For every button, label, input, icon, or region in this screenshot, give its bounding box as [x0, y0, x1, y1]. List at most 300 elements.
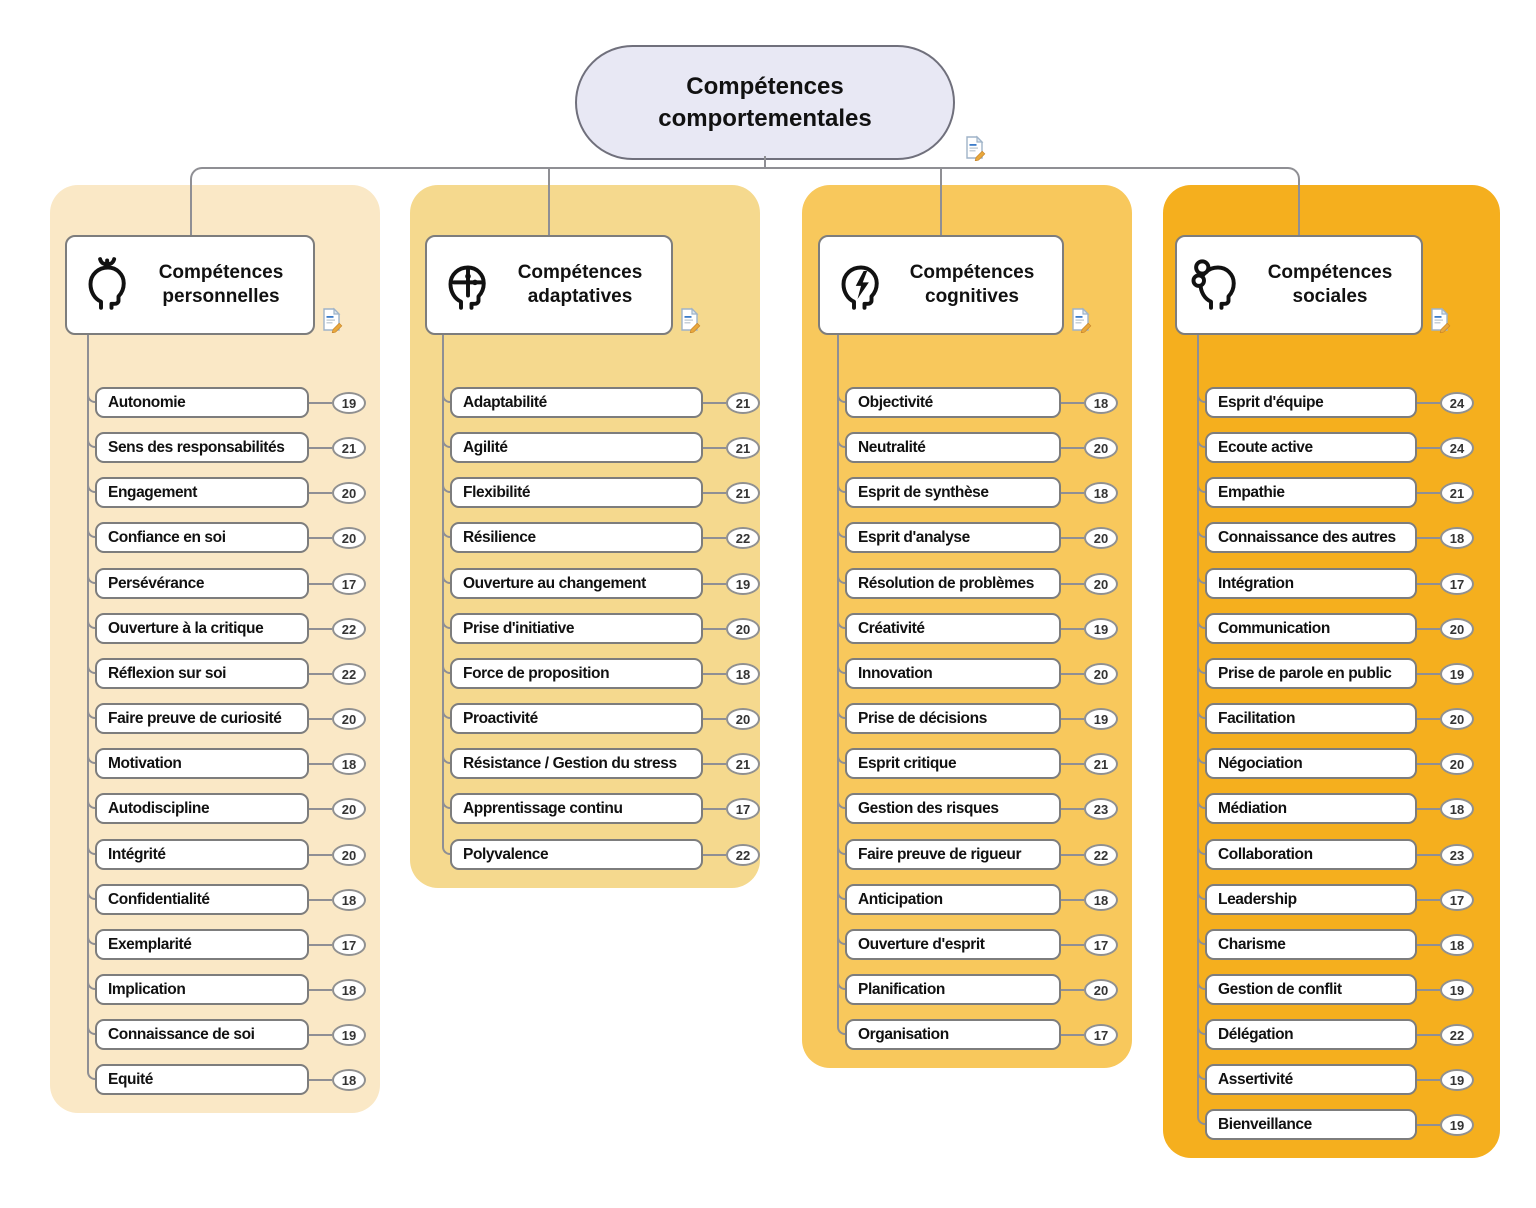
head-sprout-icon — [79, 256, 137, 314]
score-badge[interactable] — [1440, 663, 1474, 685]
score-badge[interactable] — [1084, 844, 1118, 866]
skill-item-label: Agilité — [463, 438, 508, 456]
skill-item-label: Force de proposition — [463, 664, 610, 682]
badge-connector — [1417, 1124, 1440, 1126]
group-header-comp-tences-personnelles[interactable] — [65, 235, 315, 335]
score-badge-value: 20 — [341, 530, 357, 546]
score-badge-value: 22 — [735, 530, 751, 546]
badge-connector — [1061, 447, 1084, 449]
score-badge-value: 19 — [1449, 1117, 1465, 1133]
skill-item-label: Résolution de problèmes — [858, 574, 1034, 592]
skill-item[interactable] — [845, 387, 1061, 418]
score-badge-value: 20 — [1093, 530, 1109, 546]
root-node[interactable] — [575, 45, 955, 160]
score-badge[interactable] — [332, 618, 366, 640]
badge-connector — [703, 628, 726, 630]
score-badge[interactable] — [726, 392, 760, 414]
skill-item-label: Proactivité — [463, 709, 538, 727]
badge-connector — [309, 989, 332, 991]
skill-item[interactable] — [1205, 1019, 1417, 1050]
skill-item-label: Ouverture à la critique — [108, 619, 264, 637]
badge-connector — [703, 537, 726, 539]
connector-drop-adaptatives — [548, 167, 550, 235]
badge-connector — [309, 673, 332, 675]
score-badge[interactable] — [1084, 979, 1118, 1001]
skill-item[interactable] — [95, 568, 309, 599]
skill-item[interactable] — [845, 432, 1061, 463]
skill-item[interactable] — [1205, 1109, 1417, 1140]
score-badge-value: 18 — [1093, 485, 1109, 501]
badge-connector — [309, 583, 332, 585]
score-badge[interactable] — [1440, 798, 1474, 820]
skill-item[interactable] — [95, 974, 309, 1005]
skill-item[interactable] — [95, 1019, 309, 1050]
score-badge[interactable] — [1084, 1024, 1118, 1046]
score-badge-value: 17 — [341, 576, 357, 592]
badge-connector — [1417, 899, 1440, 901]
score-badge-value: 17 — [1449, 892, 1465, 908]
skill-item[interactable] — [95, 522, 309, 553]
score-badge[interactable] — [1440, 708, 1474, 730]
score-badge-value: 19 — [1093, 621, 1109, 637]
skill-item-label: Faire preuve de rigueur — [858, 845, 1022, 863]
group-title: Compétences sociales — [1267, 262, 1393, 307]
badge-connector — [309, 718, 332, 720]
badge-connector — [703, 492, 726, 494]
badge-connector — [1417, 808, 1440, 810]
skill-item[interactable] — [1205, 929, 1417, 960]
root-node-label: Compétences comportementales — [658, 73, 872, 132]
score-badge-value: 20 — [1093, 666, 1109, 682]
badge-connector — [309, 1034, 332, 1036]
score-badge[interactable] — [1084, 663, 1118, 685]
score-badge[interactable] — [1084, 437, 1118, 459]
skill-item[interactable] — [95, 793, 309, 824]
skill-item-label: Esprit d'analyse — [858, 528, 970, 546]
note-icon[interactable] — [963, 135, 987, 161]
skill-item-label: Implication — [108, 980, 186, 998]
score-badge[interactable] — [332, 708, 366, 730]
score-badge[interactable] — [1084, 708, 1118, 730]
score-badge[interactable] — [1084, 618, 1118, 640]
skill-item-label: Délégation — [1218, 1025, 1294, 1043]
skill-item[interactable] — [1205, 387, 1417, 418]
badge-connector — [703, 583, 726, 585]
badge-connector — [703, 673, 726, 675]
skill-item[interactable] — [845, 884, 1061, 915]
skill-item-label: Adaptabilité — [463, 393, 547, 411]
group-title: Compétences cognitives — [909, 262, 1035, 307]
score-badge-value: 19 — [735, 576, 751, 592]
badge-connector — [309, 1079, 332, 1081]
skill-item-label: Planification — [858, 980, 945, 998]
score-badge-value: 24 — [1449, 440, 1465, 456]
note-icon[interactable] — [1428, 307, 1452, 333]
skill-item[interactable] — [845, 568, 1061, 599]
score-badge-value: 22 — [341, 621, 357, 637]
skill-item-label: Charisme — [1218, 935, 1286, 953]
score-badge[interactable] — [1440, 573, 1474, 595]
note-icon[interactable] — [678, 307, 702, 333]
skill-item-label: Innovation — [858, 664, 933, 682]
score-badge[interactable] — [1440, 844, 1474, 866]
skill-item-label: Autonomie — [108, 393, 186, 411]
score-badge-value: 20 — [341, 801, 357, 817]
score-badge-value: 22 — [735, 847, 751, 863]
skill-item-label: Intégrité — [108, 845, 166, 863]
skill-item[interactable] — [1205, 658, 1417, 689]
score-badge-value: 18 — [341, 756, 357, 772]
skill-item-label: Polyvalence — [463, 845, 549, 863]
score-badge-value: 21 — [1093, 756, 1109, 772]
skill-item[interactable] — [95, 703, 309, 734]
score-badge-value: 19 — [341, 395, 357, 411]
connector-root-stub — [764, 156, 766, 168]
badge-connector — [1061, 492, 1084, 494]
skill-item-label: Prise de décisions — [858, 709, 987, 727]
score-badge[interactable] — [1084, 573, 1118, 595]
skill-item[interactable] — [1205, 613, 1417, 644]
skill-item-label: Gestion de conflit — [1218, 980, 1342, 998]
score-badge-value: 21 — [341, 440, 357, 456]
score-badge[interactable] — [726, 573, 760, 595]
score-badge[interactable] — [1084, 934, 1118, 956]
score-badge-value: 21 — [735, 440, 751, 456]
skill-item-label: Flexibilité — [463, 483, 531, 501]
score-badge[interactable] — [726, 618, 760, 640]
skill-item-label: Organisation — [858, 1025, 949, 1043]
score-badge-value: 17 — [1449, 576, 1465, 592]
score-badge[interactable] — [332, 844, 366, 866]
skill-item-label: Autodiscipline — [108, 799, 210, 817]
skill-item-label: Prise d'initiative — [463, 619, 575, 637]
skill-item[interactable] — [450, 839, 703, 870]
badge-connector — [1061, 402, 1084, 404]
score-badge-value: 20 — [1093, 576, 1109, 592]
skill-item[interactable] — [450, 658, 703, 689]
badge-connector — [309, 854, 332, 856]
badge-connector — [1417, 447, 1440, 449]
skill-item[interactable] — [1205, 839, 1417, 870]
badge-connector — [309, 763, 332, 765]
badge-connector — [1417, 763, 1440, 765]
connector-drop-cognitives — [940, 167, 942, 235]
skill-item[interactable] — [95, 929, 309, 960]
skill-item-label: Connaissance des autres — [1218, 528, 1396, 546]
badge-connector — [1061, 537, 1084, 539]
skill-item-label: Facilitation — [1218, 709, 1296, 727]
skill-item[interactable] — [95, 477, 309, 508]
score-badge-value: 18 — [1449, 801, 1465, 817]
skill-item-label: Engagement — [108, 483, 198, 501]
score-badge[interactable] — [1084, 753, 1118, 775]
score-badge[interactable] — [332, 482, 366, 504]
skill-item[interactable] — [845, 839, 1061, 870]
skill-item[interactable] — [95, 839, 309, 870]
badge-connector — [309, 944, 332, 946]
badge-connector — [1061, 854, 1084, 856]
skill-item-label: Confidentialité — [108, 890, 210, 908]
skill-item-label: Apprentissage continu — [463, 799, 623, 817]
skill-item[interactable] — [450, 793, 703, 824]
score-badge-value: 22 — [341, 666, 357, 682]
skill-item[interactable] — [845, 974, 1061, 1005]
badge-connector — [1061, 899, 1084, 901]
skill-item[interactable] — [95, 884, 309, 915]
badge-connector — [1417, 1079, 1440, 1081]
badge-connector — [1417, 628, 1440, 630]
score-badge[interactable] — [726, 663, 760, 685]
skill-item-label: Ecoute active — [1218, 438, 1313, 456]
skill-item[interactable] — [450, 432, 703, 463]
skill-item[interactable] — [1205, 974, 1417, 1005]
badge-connector — [1417, 537, 1440, 539]
head-lightning-icon — [832, 256, 890, 314]
note-icon[interactable] — [1069, 307, 1093, 333]
score-badge[interactable] — [332, 437, 366, 459]
score-badge[interactable] — [332, 663, 366, 685]
skill-item-label: Bienveillance — [1218, 1115, 1312, 1133]
badge-connector — [1417, 989, 1440, 991]
skill-item-label: Esprit de synthèse — [858, 483, 989, 501]
score-badge-value: 24 — [1449, 395, 1465, 411]
skill-item-label: Faire preuve de curiosité — [108, 709, 282, 727]
badge-connector — [1417, 718, 1440, 720]
score-badge-value: 20 — [1449, 711, 1465, 727]
badge-connector — [1061, 808, 1084, 810]
skill-item[interactable] — [845, 477, 1061, 508]
skill-item[interactable] — [1205, 522, 1417, 553]
score-badge-value: 18 — [1449, 530, 1465, 546]
score-badge[interactable] — [332, 573, 366, 595]
skill-item-label: Anticipation — [858, 890, 943, 908]
skill-item-label: Neutralité — [858, 438, 926, 456]
skill-item[interactable] — [845, 748, 1061, 779]
skill-item-label: Sens des responsabilités — [108, 438, 285, 456]
skill-item-label: Persévérance — [108, 574, 205, 592]
score-badge[interactable] — [1084, 527, 1118, 549]
skill-item[interactable] — [1205, 793, 1417, 824]
skill-item-label: Equité — [108, 1070, 153, 1088]
group-spine-comp-tences-sociales — [1197, 333, 1199, 1115]
badge-connector — [309, 402, 332, 404]
score-badge[interactable] — [1440, 527, 1474, 549]
skill-item[interactable] — [845, 613, 1061, 644]
score-badge[interactable] — [726, 753, 760, 775]
skill-item[interactable] — [1205, 703, 1417, 734]
score-badge[interactable] — [332, 979, 366, 1001]
skill-item-label: Résistance / Gestion du stress — [463, 754, 677, 772]
skill-item[interactable] — [450, 387, 703, 418]
skill-item-label: Assertivité — [1218, 1070, 1293, 1088]
skill-item[interactable] — [845, 658, 1061, 689]
score-badge-value: 20 — [735, 711, 751, 727]
skill-item[interactable] — [1205, 884, 1417, 915]
skill-item[interactable] — [845, 522, 1061, 553]
score-badge-value: 21 — [735, 485, 751, 501]
skill-item[interactable] — [1205, 748, 1417, 779]
badge-connector — [703, 402, 726, 404]
skill-item-label: Communication — [1218, 619, 1330, 637]
badge-connector — [703, 447, 726, 449]
skill-item-label: Réflexion sur soi — [108, 664, 227, 682]
skill-item[interactable] — [95, 658, 309, 689]
score-badge-value: 20 — [341, 711, 357, 727]
badge-connector — [1417, 673, 1440, 675]
skill-item-label: Collaboration — [1218, 845, 1313, 863]
skill-item[interactable] — [1205, 477, 1417, 508]
skill-item[interactable] — [845, 793, 1061, 824]
skill-item[interactable] — [1205, 1064, 1417, 1095]
badge-connector — [1061, 628, 1084, 630]
score-badge-value: 17 — [1093, 937, 1109, 953]
badge-connector — [309, 808, 332, 810]
score-badge[interactable] — [1440, 1114, 1474, 1136]
skill-item[interactable] — [95, 387, 309, 418]
score-badge-value: 20 — [341, 485, 357, 501]
badge-connector — [703, 718, 726, 720]
score-badge-value: 20 — [1093, 440, 1109, 456]
score-badge-value: 17 — [735, 801, 751, 817]
score-badge-value: 20 — [1093, 982, 1109, 998]
score-badge-value: 21 — [735, 756, 751, 772]
skill-item[interactable] — [1205, 432, 1417, 463]
badge-connector — [703, 808, 726, 810]
badge-connector — [1417, 944, 1440, 946]
score-badge[interactable] — [1440, 437, 1474, 459]
skill-item[interactable] — [450, 613, 703, 644]
skill-item[interactable] — [95, 748, 309, 779]
skill-item[interactable] — [95, 613, 309, 644]
skill-item-label: Créativité — [858, 619, 925, 637]
skill-item[interactable] — [450, 477, 703, 508]
score-badge-value: 20 — [735, 621, 751, 637]
skill-item[interactable] — [450, 522, 703, 553]
score-badge[interactable] — [1084, 482, 1118, 504]
score-badge[interactable] — [726, 527, 760, 549]
score-badge[interactable] — [1084, 392, 1118, 414]
score-badge[interactable] — [332, 934, 366, 956]
skill-item-label: Négociation — [1218, 754, 1303, 772]
skill-item[interactable] — [845, 1019, 1061, 1050]
skill-item-label: Esprit d'équipe — [1218, 393, 1324, 411]
score-badge-value: 22 — [1449, 1027, 1465, 1043]
group-title: Compétences adaptatives — [517, 262, 643, 307]
skill-item[interactable] — [450, 703, 703, 734]
badge-connector — [1417, 1034, 1440, 1036]
badge-connector — [1061, 673, 1084, 675]
skill-item-label: Exemplarité — [108, 935, 192, 953]
badge-connector — [703, 763, 726, 765]
score-badge[interactable] — [332, 1069, 366, 1091]
score-badge[interactable] — [1084, 889, 1118, 911]
badge-connector — [309, 899, 332, 901]
score-badge-value: 18 — [1093, 395, 1109, 411]
badge-connector — [1417, 402, 1440, 404]
score-badge[interactable] — [726, 708, 760, 730]
score-badge-value: 20 — [341, 847, 357, 863]
badge-connector — [1061, 763, 1084, 765]
skill-item-label: Médiation — [1218, 799, 1287, 817]
score-badge-value: 19 — [1449, 1072, 1465, 1088]
score-badge-value: 18 — [341, 892, 357, 908]
score-badge[interactable] — [332, 753, 366, 775]
score-badge[interactable] — [726, 844, 760, 866]
skill-item-label: Motivation — [108, 754, 182, 772]
skill-item-label: Gestion des risques — [858, 799, 999, 817]
score-badge-value: 17 — [1093, 1027, 1109, 1043]
score-badge-value: 22 — [1093, 847, 1109, 863]
score-badge-value: 17 — [341, 937, 357, 953]
score-badge[interactable] — [726, 482, 760, 504]
badge-connector — [309, 447, 332, 449]
skill-item-label: Ouverture au changement — [463, 574, 646, 592]
score-badge[interactable] — [332, 527, 366, 549]
skill-item-label: Ouverture d'esprit — [858, 935, 985, 953]
badge-connector — [703, 854, 726, 856]
skill-item-label: Empathie — [1218, 483, 1285, 501]
badge-connector — [1061, 989, 1084, 991]
score-badge-value: 18 — [341, 982, 357, 998]
score-badge[interactable] — [332, 1024, 366, 1046]
badge-connector — [1417, 583, 1440, 585]
score-badge[interactable] — [1440, 934, 1474, 956]
group-header-comp-tences-adaptatives[interactable] — [425, 235, 673, 335]
score-badge[interactable] — [726, 437, 760, 459]
skill-item-label: Confiance en soi — [108, 528, 226, 546]
badge-connector — [1061, 583, 1084, 585]
head-puzzle-icon — [439, 256, 497, 314]
score-badge[interactable] — [1440, 1069, 1474, 1091]
skill-item-label: Leadership — [1218, 890, 1297, 908]
group-title: Compétences personnelles — [158, 262, 284, 307]
skill-item[interactable] — [845, 703, 1061, 734]
group-header-comp-tences-cognitives[interactable] — [818, 235, 1064, 335]
score-badge-value: 18 — [1449, 937, 1465, 953]
score-badge-value: 20 — [1449, 756, 1465, 772]
score-badge[interactable] — [1440, 979, 1474, 1001]
score-badge[interactable] — [1440, 753, 1474, 775]
score-badge[interactable] — [1440, 482, 1474, 504]
skill-item[interactable] — [845, 929, 1061, 960]
score-badge[interactable] — [332, 798, 366, 820]
score-badge-value: 19 — [1449, 666, 1465, 682]
group-spine-comp-tences-adaptatives — [442, 333, 444, 845]
score-badge-value: 20 — [1449, 621, 1465, 637]
note-icon[interactable] — [320, 307, 344, 333]
score-badge-value: 23 — [1449, 847, 1465, 863]
score-badge-value: 19 — [341, 1027, 357, 1043]
score-badge[interactable] — [332, 889, 366, 911]
score-badge[interactable] — [1440, 1024, 1474, 1046]
score-badge[interactable] — [1440, 392, 1474, 414]
skill-item[interactable] — [1205, 568, 1417, 599]
score-badge[interactable] — [1440, 889, 1474, 911]
skill-item[interactable] — [450, 568, 703, 599]
badge-connector — [1061, 1034, 1084, 1036]
skill-item[interactable] — [450, 748, 703, 779]
skill-item[interactable] — [95, 1064, 309, 1095]
badge-connector — [1417, 854, 1440, 856]
group-header-comp-tences-sociales[interactable] — [1175, 235, 1423, 335]
score-badge[interactable] — [332, 392, 366, 414]
score-badge[interactable] — [1084, 798, 1118, 820]
badge-connector — [1061, 718, 1084, 720]
score-badge[interactable] — [726, 798, 760, 820]
skill-item-label: Résilience — [463, 528, 536, 546]
score-badge[interactable] — [1440, 618, 1474, 640]
skill-item[interactable] — [95, 432, 309, 463]
